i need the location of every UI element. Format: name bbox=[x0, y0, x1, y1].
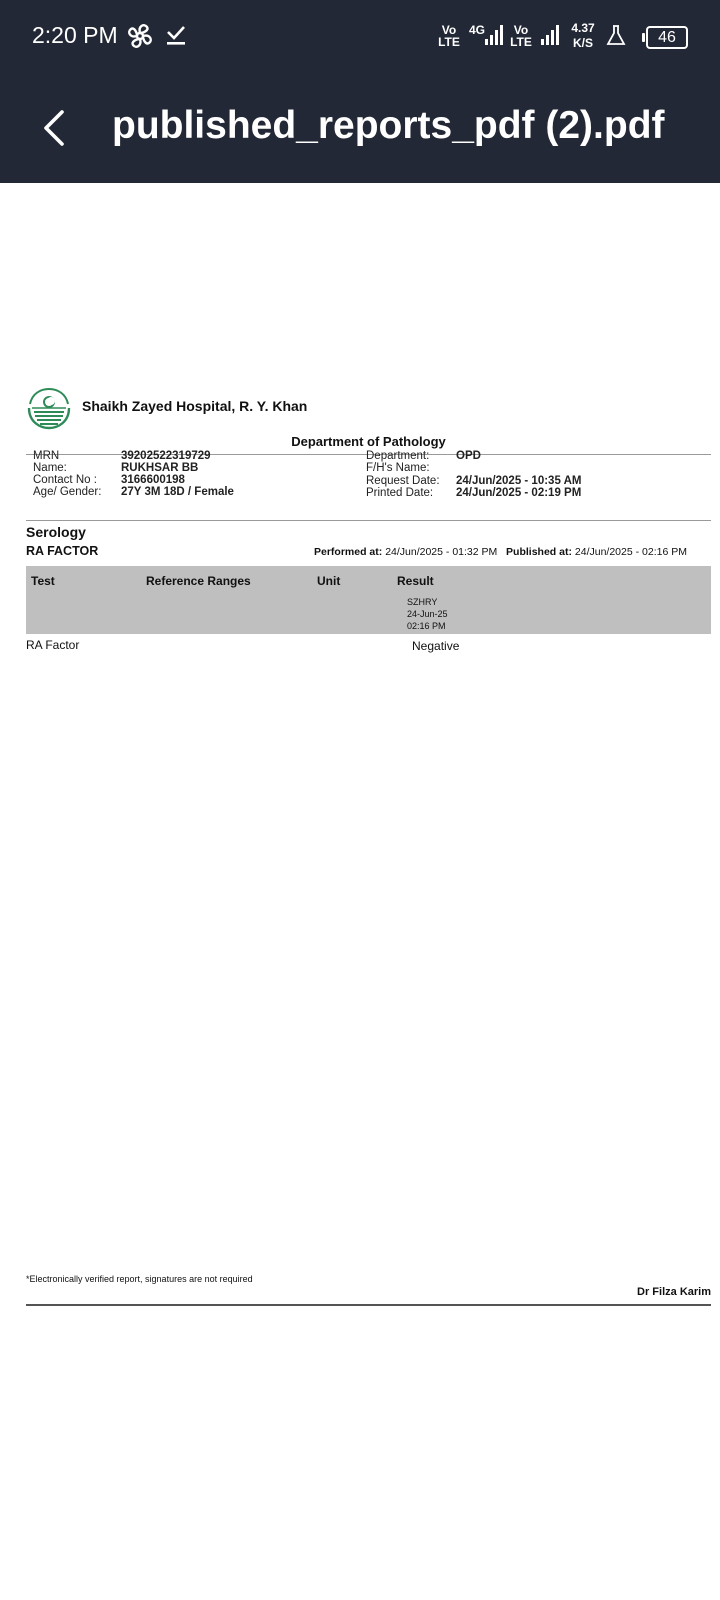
department-heading: Department of Pathology bbox=[291, 434, 446, 449]
result-meta bbox=[407, 596, 448, 632]
table-row-test: RA Factor bbox=[26, 638, 80, 652]
network-type-label: 4G bbox=[468, 23, 485, 37]
test-group-name: RA FACTOR bbox=[26, 544, 99, 558]
status-bar bbox=[0, 0, 720, 72]
app-header bbox=[0, 0, 720, 183]
printed-date-value: 24/Jun/2025 - 02:19 PM bbox=[456, 487, 582, 499]
hospital-logo bbox=[26, 386, 72, 430]
col-unit: Unit bbox=[317, 574, 341, 588]
speed-value: 4.37 bbox=[571, 21, 595, 35]
performed-at: 24/Jun/2025 - 01:32 PM bbox=[385, 546, 498, 558]
back-arrow-icon[interactable] bbox=[38, 108, 72, 148]
result-date: 24-Jun-25 bbox=[407, 609, 448, 619]
published-label: Published at: bbox=[506, 546, 572, 558]
result-time: 02:16 PM bbox=[407, 621, 446, 631]
signal-icon bbox=[484, 24, 504, 46]
age-gender-label: Age/ Gender: bbox=[33, 486, 102, 498]
signal-icon-2 bbox=[540, 24, 562, 46]
col-result: Result bbox=[397, 574, 434, 588]
contact-label: Contact No : bbox=[33, 474, 97, 486]
published-at: 24/Jun/2025 - 02:16 PM bbox=[574, 546, 687, 558]
patient-name: RUKHSAR BB bbox=[121, 462, 199, 474]
name-label: Name: bbox=[33, 462, 67, 474]
age-gender-value: 27Y 3M 18D / Female bbox=[121, 486, 234, 498]
department-value: OPD bbox=[456, 450, 481, 462]
mrn-value: 39202522319729 bbox=[121, 450, 211, 462]
section-heading: Serology bbox=[26, 524, 86, 540]
request-date-label: Request Date: bbox=[366, 475, 440, 487]
download-done-icon bbox=[166, 24, 186, 46]
flask-icon bbox=[606, 24, 626, 46]
battery-indicator: 46 bbox=[646, 26, 688, 49]
doctor-name: Dr Filza Karim bbox=[637, 1286, 711, 1298]
printed-date-label: Printed Date: bbox=[366, 487, 434, 499]
performed-published-line bbox=[314, 546, 687, 558]
volte-label-1: Vo LTE bbox=[438, 23, 460, 49]
contact-value: 3166600198 bbox=[121, 474, 185, 486]
request-date-value: 24/Jun/2025 - 10:35 AM bbox=[456, 475, 582, 487]
speed-unit: K/S bbox=[572, 36, 593, 50]
volte-label-2: Vo LTE bbox=[510, 23, 532, 49]
table-row-result: Negative bbox=[412, 639, 460, 653]
col-test: Test bbox=[31, 574, 55, 588]
department-label: Department: bbox=[366, 450, 430, 462]
results-table-header bbox=[26, 566, 711, 634]
fan-icon bbox=[124, 20, 156, 52]
result-lab-code: SZHRY bbox=[407, 597, 438, 607]
performed-label: Performed at: bbox=[314, 546, 383, 558]
status-time: 2:20 PM bbox=[32, 22, 118, 48]
footer-divider bbox=[26, 1304, 711, 1306]
verification-note: *Electronically verified report, signatures are not required bbox=[26, 1274, 253, 1284]
document-title: published_reports_pdf (2).pdf bbox=[112, 104, 665, 147]
fh-name-label: F/H's Name: bbox=[366, 462, 430, 474]
hospital-name: Shaikh Zayed Hospital, R. Y. Khan bbox=[82, 398, 308, 414]
col-reference-ranges: Reference Ranges bbox=[146, 574, 251, 588]
mrn-label: MRN bbox=[33, 450, 60, 462]
divider bbox=[26, 520, 711, 521]
